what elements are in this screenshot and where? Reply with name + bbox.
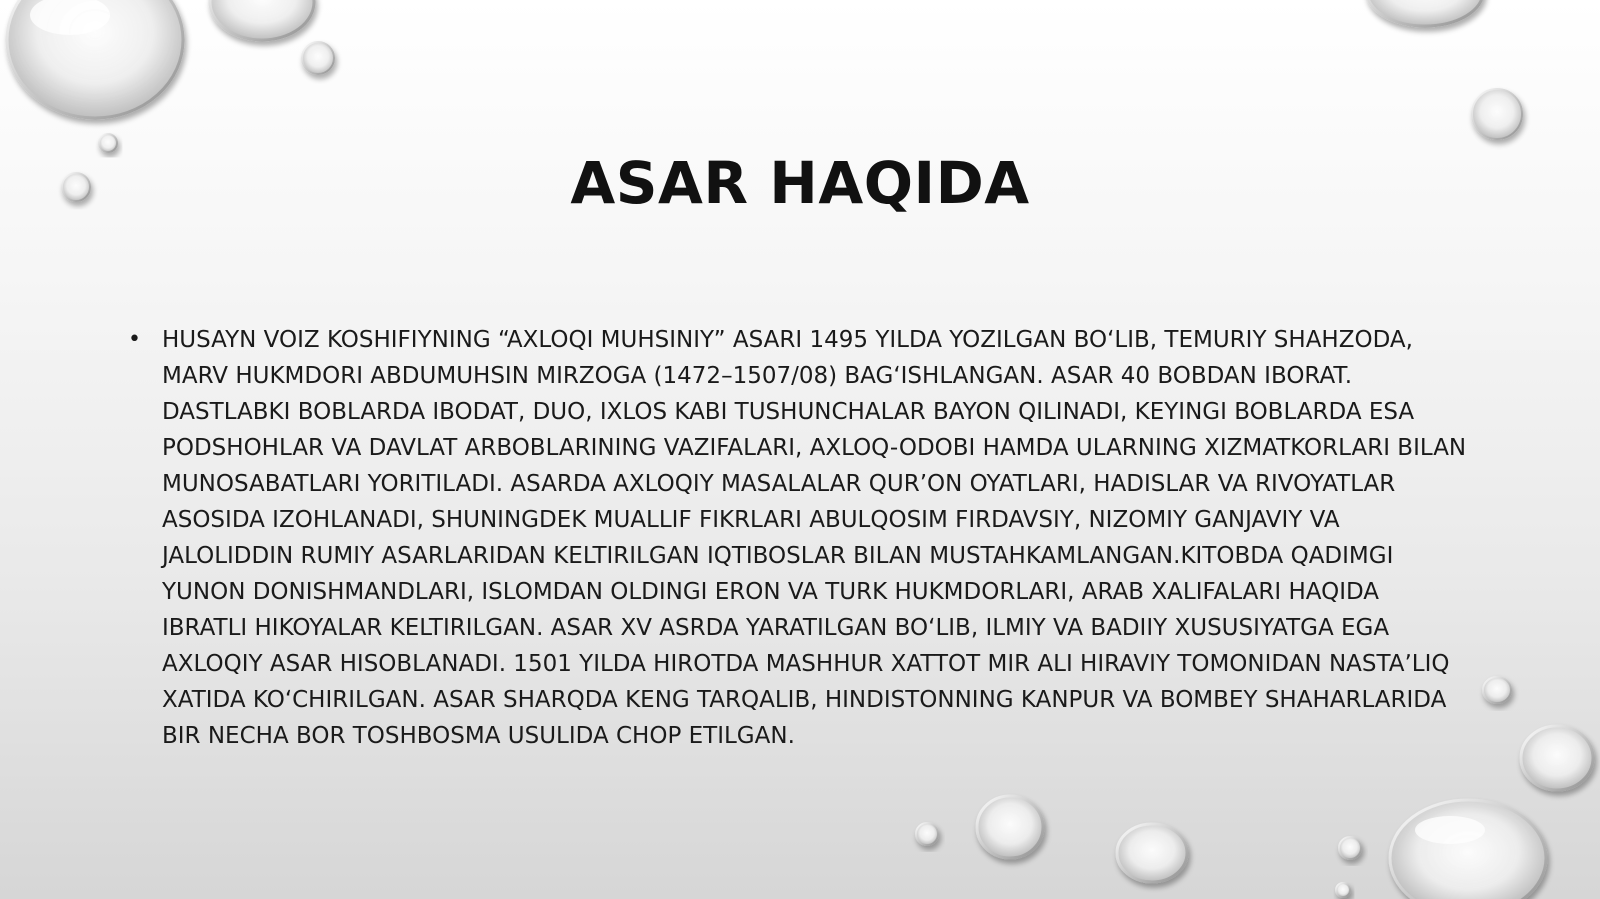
droplet-bottom-medium-2	[1117, 824, 1187, 882]
droplet-right-lower	[1521, 726, 1593, 790]
droplet-bottom-medium-1	[977, 796, 1043, 858]
droplet-top-left-large	[7, 0, 183, 118]
droplet-top-right	[1367, 0, 1483, 26]
droplet-right-upper	[1472, 89, 1522, 139]
droplet-bottom-right-large	[1390, 800, 1546, 899]
droplet-top-left-small	[302, 42, 334, 74]
droplet-bottom-tiny	[916, 823, 938, 845]
bullet-list	[128, 322, 1468, 754]
droplet-top-left-medium	[210, 0, 314, 40]
bullet-text: HUSAYN VOIZ KOSHIFIYNING “AXLOQI MUHSINIY” ASARI 1495 YILDA YOZILGAN BOʻLIB, TEMURIY SHAHZODA, MARV HUKMDORI ABDUMUHSIN MIRZOGA (1472–1507/08) BAGʻISHLANGAN. ASAR 40 BOBDAN IBORAT. DASTLABKI BOBLARDA IBODAT, DUO, IXLOS KABI TUSHUNCHALAR BAYON QILINADI, KEYINGI BOBLARDA ESA PODSHOHLAR VA DAVLAT ARBOBLARINING VAZIFALARI, AXLOQ-ODOBI HAMDA ULARNING XIZMATKORLARI BILAN MUNOSABATLARI YORITILADI. ASARDA AXLOQIY MASALALAR QUR’ON OYATLARI, HADISLAR VA RIVOYATLAR ASOSIDA IZOHLANADI, SHUNINGDEK MUALLIF FIKRLARI ABULQOSIM FIRDAVSIY, NIZOMIY GANJAVIY VA JALOLIDDIN RUMIY ASARLARIDAN KELTIRILGAN IQTIBOSLAR BILAN MUSTAHKAMLANGAN.KITOBDA QADIMGI YUNON DONISHMANDLARI, ISLOMDAN OLDINGI ERON VA TURK HUKMDORLARI, ARAB XALIFALARI HAQIDA IBRATLI HIKOYALAR KELTIRILGAN. ASAR XV ASRDA YARATILGAN BOʻLIB, ILMIY VA BADIIY XUSUSIYATGA EGA AXLOQIY ASAR HISOBLANADI. 1501 YILDA HIROTDA MASHHUR XATTOT MIR ALI HIRAVIY TOMONIDAN NASTAʼLIQ XATIDA KOʻCHIRILGAN. ASAR SHARQDA KENG TARQALIB, HINDISTONNING KANPUR VA BOMBEY SHAHARLARIDA BIR NECHA BOR TOSHBOSMA USULIDA CHOP ETILGAN.	[162, 327, 1467, 749]
bullet-item	[128, 322, 1468, 754]
droplet-bottom-small	[1339, 837, 1361, 859]
droplet-right-middle-small	[1483, 677, 1511, 703]
bullet-marker: •	[128, 327, 141, 352]
droplet-bottom-right-tiny	[1336, 883, 1350, 897]
slide-title: ASAR HAQIDA	[570, 149, 1030, 217]
